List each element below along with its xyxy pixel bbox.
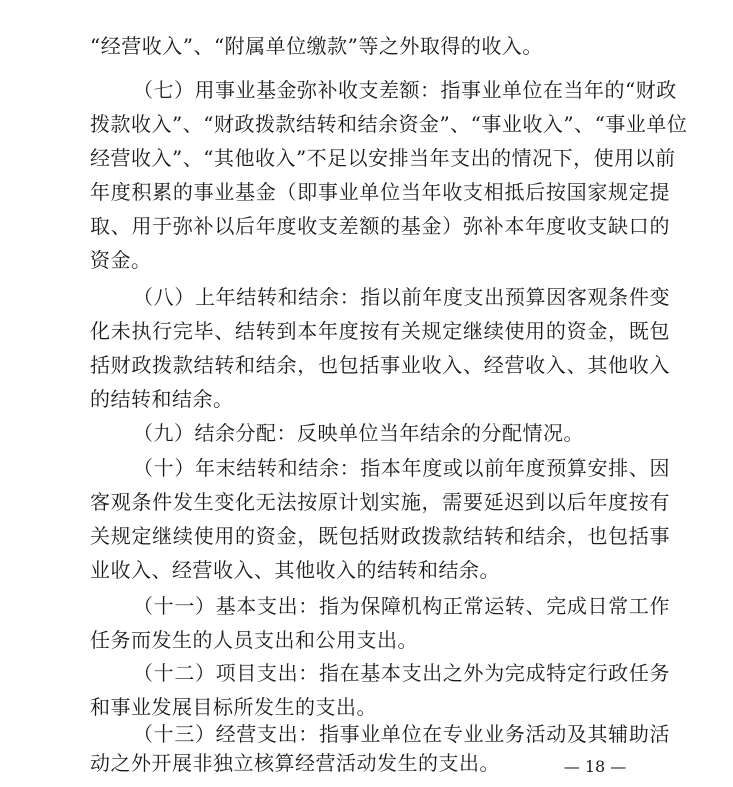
text-line: 拨款收入”、“财政拨款结转和结余资金”、“事业收入”、“事业单位 bbox=[90, 112, 688, 136]
text-line: 括财政拨款结转和结余，也包括事业收入、经营收入、其他收入 bbox=[90, 353, 670, 377]
text-line: 动之外开展非独立核算经营活动发生的支出。 bbox=[90, 751, 500, 775]
text-line: “经营收入”、“附属单位缴款”等之外取得的收入。 bbox=[90, 34, 543, 58]
text-line: 年度积累的事业基金（即事业单位当年收支相抵后按国家规定提 bbox=[90, 180, 670, 204]
text-line: 化未执行完毕、结转到本年度按有关规定继续使用的资金，既包 bbox=[90, 319, 670, 343]
text-line: （九）结余分配：反映单位当年结余的分配情况。 bbox=[133, 421, 584, 445]
text-line: 的结转和结余。 bbox=[90, 387, 234, 411]
text-line: （十）年末结转和结余：指本年度或以前年度预算安排、因 bbox=[133, 456, 670, 480]
text-line: （七）用事业基金弥补收支差额：指事业单位在当年的“财政 bbox=[133, 78, 677, 102]
text-line: 业收入、经营收入、其他收入的结转和结余。 bbox=[90, 558, 500, 582]
text-line: 客观条件发生变化无法按原计划实施，需要延迟到以后年度按有 bbox=[90, 490, 670, 514]
text-line: 关规定继续使用的资金，既包括财政拨款结转和结余，也包括事 bbox=[90, 524, 670, 548]
text-line: （八）上年结转和结余：指以前年度支出预算因客观条件变 bbox=[133, 285, 670, 309]
text-line: （十一）基本支出：指为保障机构正常运转、完成日常工作 bbox=[133, 594, 670, 618]
page-number: — 18 — bbox=[563, 757, 627, 776]
text-line: 和事业发展目标所发生的支出。 bbox=[90, 695, 377, 719]
text-line: 经营收入”、“其他收入”不足以安排当年支出的情况下，使用以前 bbox=[90, 146, 676, 170]
text-line: （十二）项目支出：指在基本支出之外为完成特定行政任务 bbox=[133, 661, 670, 685]
text-line: 取、用于弥补以后年度收支差额的基金）弥补本年度收支缺口的 bbox=[90, 214, 670, 238]
text-line: 任务而发生的人员支出和公用支出。 bbox=[90, 628, 418, 652]
text-line: （十三）经营支出：指事业单位在专业业务活动及其辅助活 bbox=[133, 722, 670, 746]
text-line: 资金。 bbox=[90, 248, 152, 272]
